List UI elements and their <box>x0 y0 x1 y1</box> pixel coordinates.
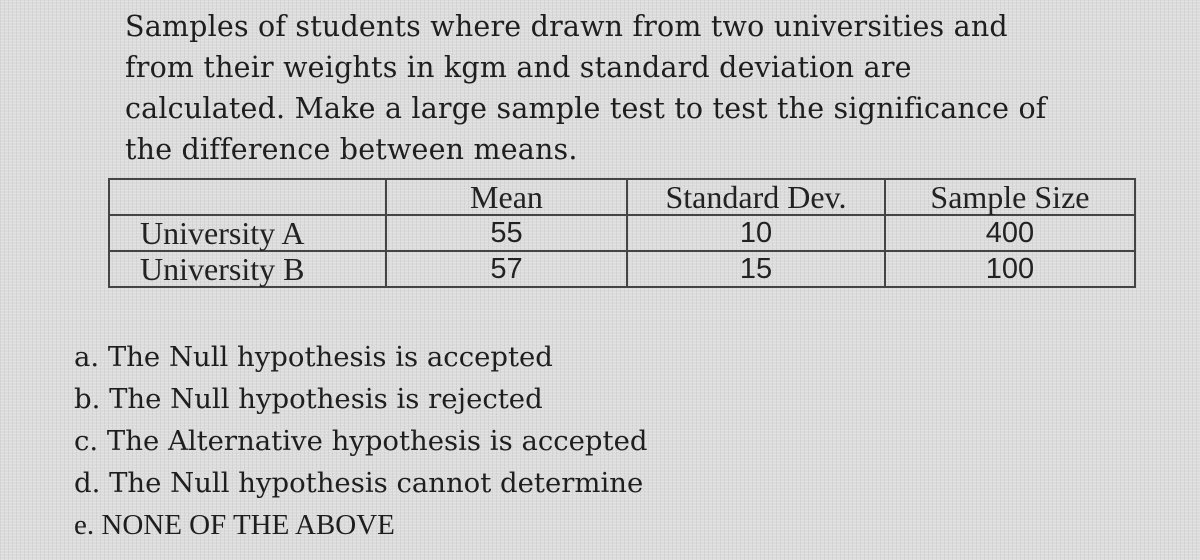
table-header-mean: Mean <box>386 179 627 215</box>
cell-sample-size: 400 <box>885 215 1135 251</box>
table-row <box>109 215 1135 251</box>
cell-mean: 55 <box>386 215 627 251</box>
problem-line: from their weights in kgm and standard deviation are <box>125 51 912 84</box>
option-e[interactable]: e. NONE OF THE ABOVE <box>74 509 395 541</box>
row-label-university-a: University A <box>109 215 386 251</box>
data-table <box>108 178 1136 288</box>
table-header-standard-dev: Standard Dev. <box>627 179 885 215</box>
table-header-row <box>109 179 1135 215</box>
cell-standard-dev: 15 <box>627 251 885 287</box>
option-b[interactable]: b. The Null hypothesis is rejected <box>74 383 543 415</box>
row-label-university-b: University B <box>109 251 386 287</box>
table-header-empty <box>109 179 386 215</box>
cell-sample-size: 100 <box>885 251 1135 287</box>
problem-statement <box>125 6 1135 170</box>
problem-line: calculated. Make a large sample test to test the significance of <box>125 92 1047 125</box>
problem-line: Samples of students where drawn from two universities and <box>125 10 1008 43</box>
table-header-sample-size: Sample Size <box>885 179 1135 215</box>
option-d[interactable]: d. The Null hypothesis cannot determine <box>74 467 644 499</box>
cell-mean: 57 <box>386 251 627 287</box>
table-row <box>109 251 1135 287</box>
option-a[interactable]: a. The Null hypothesis is accepted <box>74 341 553 373</box>
problem-line: the difference between means. <box>125 133 578 166</box>
answer-options <box>74 336 647 546</box>
option-c[interactable]: c. The Alternative hypothesis is accepted <box>74 425 648 457</box>
cell-standard-dev: 10 <box>627 215 885 251</box>
